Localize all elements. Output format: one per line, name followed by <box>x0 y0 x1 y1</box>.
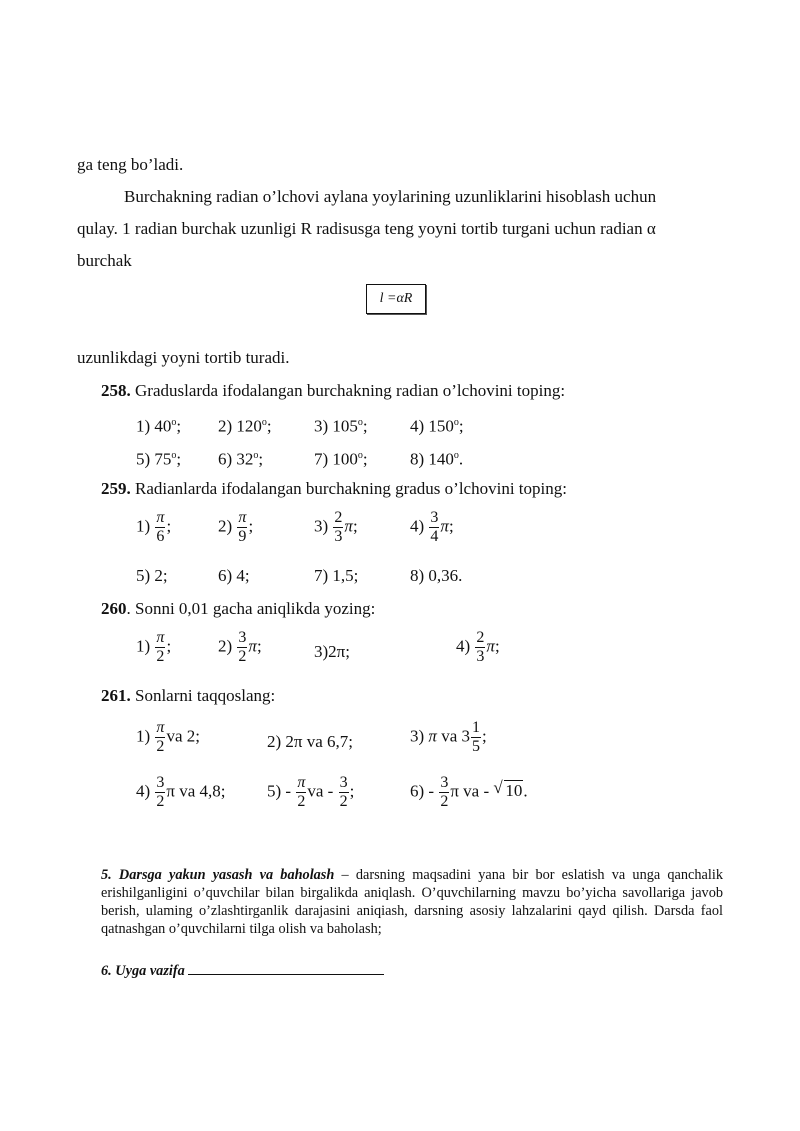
intro-line-5: uzunlikdagi yoyni tortib turadi. <box>77 348 290 367</box>
ex258-item-1: 1) 40$^o$; <box>136 416 182 436</box>
exercise-number: 260 <box>101 599 127 618</box>
section-5-text: – darsning maqsadini yana bir bor eslatish va unga qanchalik erishilganligini o’quvchilar bilan birgalikda aniqlash. O’quvchilarning mavzu bo’yicha savollariga javob berish, ulaming o’zlashtirganlik darajasini aniqiash, darsning asosiy lahzalarini qayd qilish. Darsda faol qatnashgan o’quvchilarni tilga olish va baholash; <box>101 867 723 937</box>
ex258-item-6: 6) 32$^o$; <box>218 449 264 469</box>
homework-blank-line <box>188 960 384 975</box>
ex261-item-4: 4) $\frac{3}{2}$ π va 4,8; <box>136 774 226 810</box>
exercise-text: Graduslarda ifodalangan burchakning radian o’lchovini toping: <box>130 381 566 400</box>
ex260-item-3: 3)2π; <box>314 642 350 661</box>
ex258-item-8: 8) 140$^o$. <box>410 449 464 469</box>
intro-line-3: qulay. 1 radian burchak uzunligi R radisusga teng yoyni tortib turgani uchun radian α <box>77 219 656 238</box>
ex261-item-2: 2) 2π va 6,7; <box>267 732 354 751</box>
section-5-paragraph <box>101 866 723 938</box>
exercise-258-heading <box>101 380 565 402</box>
ex259-item-1: 1) $\frac{\pi}{6}$ ; <box>136 509 172 545</box>
exercise-number: 261. <box>101 686 131 705</box>
intro-line-2: Burchakning radian o’lchovi aylana yoylarining uzunliklarini hisoblash uchun <box>124 187 657 206</box>
ex260-item-4: 4) $\frac{2}{3}$ π; <box>456 629 500 665</box>
ex259-item-2: 2) $\frac{\pi}{9}$ ; <box>218 509 254 545</box>
ex259-item-3: 3) $\frac{2}{3}$ π; <box>314 509 358 545</box>
ex258-item-3: 3) 105$^o$; <box>314 416 368 436</box>
ex259-item-5: 5) 2; <box>136 566 168 585</box>
ex259-item-6: 6) 4; <box>218 566 250 585</box>
exercise-261-heading <box>101 685 275 707</box>
ex258-item-2: 2) 120$^o$; <box>218 416 272 436</box>
section-6-title: 6. Uyga vazifa <box>101 963 185 979</box>
formula-box <box>366 284 426 314</box>
ex258-item-5: 5) 75$^o$; <box>136 449 182 469</box>
section-6-line <box>101 960 384 980</box>
section-5-title: 5. Darsga yakun yasash va baholash <box>101 867 335 883</box>
exercise-text: Sonlarni taqqoslang: <box>130 686 276 705</box>
intro-line-1: ga teng bo’ladi. <box>77 155 184 174</box>
ex258-item-7: 7) 100$^o$; <box>314 449 368 469</box>
ex259-item-8: 8) 0,36. <box>410 566 463 585</box>
exercise-text: Radianlarda ifodalangan burchakning gradus o’lchovini toping: <box>130 479 567 498</box>
exercise-number: 259. <box>101 479 131 498</box>
exercise-259-heading <box>101 478 567 500</box>
exercise-number: 258. <box>101 381 131 400</box>
formula-text: l =αR <box>379 291 413 306</box>
ex259-item-4: 4) $\frac{3}{4}$ π; <box>410 509 454 545</box>
intro-line-4: burchak <box>77 251 132 270</box>
sqrt-expression: √ 10 <box>493 778 523 801</box>
ex260-item-2: 2) $\frac{3}{2}$ π; <box>218 629 262 665</box>
exercise-text: . Sonni 0,01 gacha aniqlikda yozing: <box>126 599 376 618</box>
ex258-item-4: 4) 150$^o$; <box>410 416 464 436</box>
ex261-item-6: 6) - $\frac{3}{2}$ π va - √ 10. <box>410 774 528 810</box>
ex261-item-5: 5) - $\frac{\pi}{2}$ va - $\frac{3}{2}$ ; <box>267 774 355 810</box>
exercise-260-heading <box>101 598 375 620</box>
ex261-item-1: 1) $\frac{\pi}{2}$ va 2; <box>136 719 200 755</box>
ex261-item-3: 3) π va 3 $\frac{1}{5}$ ; <box>410 719 487 755</box>
ex260-item-1: 1) $\frac{\pi}{2}$ ; <box>136 629 172 665</box>
ex259-item-7: 7) 1,5; <box>314 566 359 585</box>
